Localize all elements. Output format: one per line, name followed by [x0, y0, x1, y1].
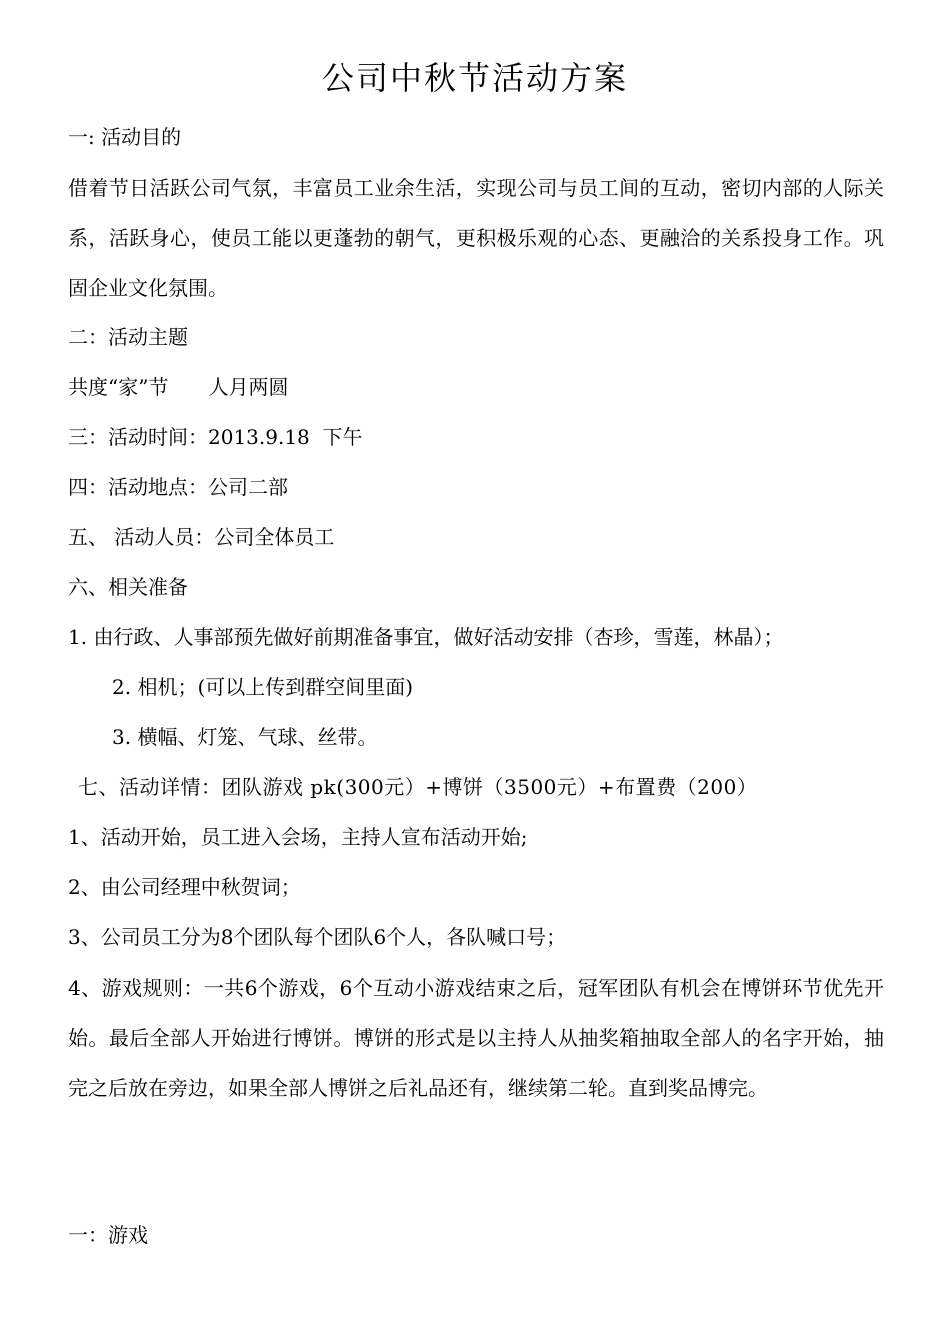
details-item: 2、由公司经理中秋贺词； — [68, 875, 301, 899]
preparation-item: 1. 由行政、人事部预先做好前期准备事宜，做好活动安排（杏珍，雪莲，林晶）； — [68, 625, 784, 649]
section-participants: 五、 活动人员：公司全体员工 — [68, 525, 335, 549]
section-heading-games: 一：游戏 — [68, 1223, 148, 1247]
section-heading-purpose: 一: 活动目的 — [68, 125, 182, 149]
theme-text: 共度“家”节 人月两圆 — [68, 375, 289, 399]
details-item: 3、公司员工分为8个团队每个团队6个人，各队喊口号； — [68, 925, 567, 949]
section-location: 四：活动地点：公司二部 — [68, 475, 288, 499]
section-heading-details: 七、活动详情：团队游戏 pk(300元）+博饼（3500元）+布置费（200） — [78, 775, 758, 799]
paragraph-purpose: 借着节日活跃公司气氛，丰富员工业余生活，实现公司与员工间的互动，密切内部的人际关系，活跃身心，使员工能以更蓬勃的朝气，更积极乐观的心态、更融洽的关系投身工作。巩固企业文化氛围。 — [68, 176, 884, 300]
section-time: 三：活动时间：2013.9.18 下午 — [68, 425, 363, 449]
preparation-item: 3. 横幅、灯笼、气球、丝带。 — [112, 725, 378, 749]
preparation-item: 2. 相机；(可以上传到群空间里面) — [112, 675, 414, 699]
paragraph-game-rules: 4、游戏规则：一共6个游戏，6个互动小游戏结束之后，冠军团队有机会在博饼环节优先开始。最后全部人开始进行博饼。博饼的形式是以主持人从抽奖箱抽取全部人的名字开始，抽完之后放在旁边，如果全部人博饼之后礼品还有，继续第二轮。直到奖品博完。 — [68, 976, 884, 1100]
page-title: 公司中秋节活动方案 — [321, 59, 628, 97]
details-item: 1、活动开始，员工进入会场，主持人宣布活动开始; — [68, 825, 528, 849]
section-heading-preparation: 六、相关准备 — [68, 575, 188, 599]
section-heading-theme: 二：活动主题 — [68, 325, 188, 349]
